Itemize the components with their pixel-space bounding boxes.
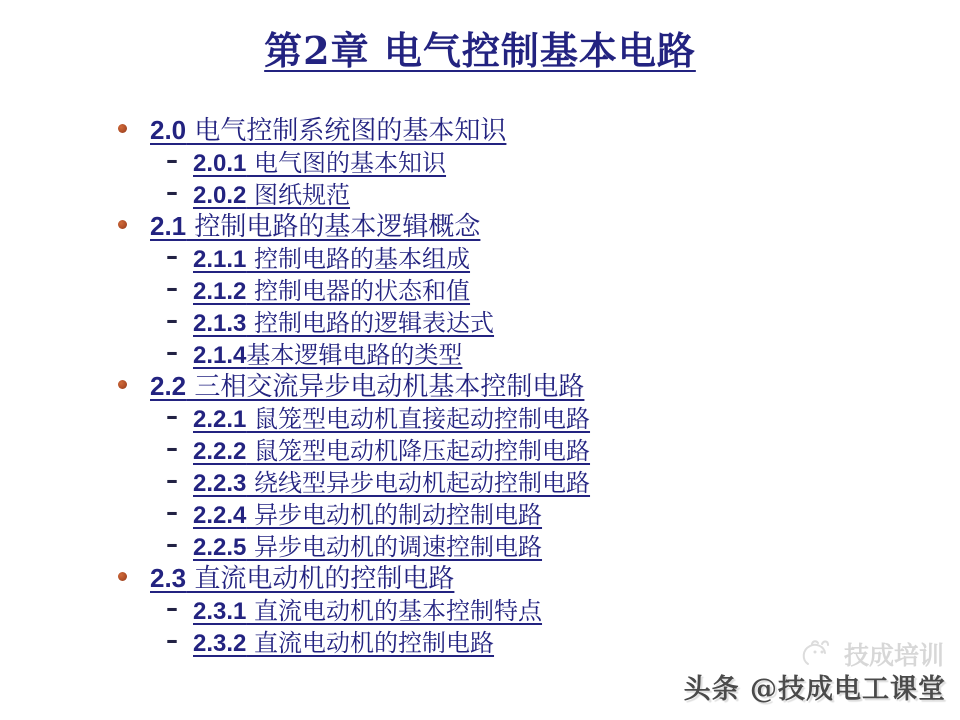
toc-item-text: 鼠笼型电动机降压起动控制电路 — [246, 436, 591, 465]
toc-item — [118, 528, 590, 560]
toc-item — [118, 112, 590, 144]
toc-link[interactable] — [193, 431, 590, 466]
toc-item-number: 2.0.2 — [193, 181, 247, 209]
toc-item-text: 三相交流异步电动机基本控制电路 — [186, 371, 585, 402]
toc-link[interactable] — [150, 206, 480, 243]
toc-link[interactable] — [193, 399, 590, 434]
page-title: 第2章 电气控制基本电路 — [264, 28, 696, 73]
toc-item-text: 图纸规范 — [246, 180, 351, 209]
dash-icon: – — [166, 242, 178, 270]
toc-item-text: 绕线型异步电动机起动控制电路 — [246, 468, 591, 497]
toc-item — [118, 272, 590, 304]
toc-item-number: 2.2.4 — [193, 501, 247, 529]
dash-icon: – — [166, 306, 178, 334]
dash-icon: – — [166, 466, 178, 494]
toc-link[interactable] — [193, 143, 446, 178]
toc-item-number: 2.2.1 — [193, 405, 247, 433]
toc-list — [118, 112, 590, 656]
toc-item-number: 2.0 — [150, 114, 187, 145]
toc-item-text: 直流电动机的控制电路 — [186, 563, 455, 594]
toc-link[interactable] — [193, 335, 462, 370]
dash-icon: – — [166, 146, 178, 174]
toc-item-number: 2.3.1 — [193, 597, 247, 625]
toc-item-number: 2.2.2 — [193, 437, 247, 465]
toc-link[interactable] — [150, 110, 506, 147]
toc-item — [118, 240, 590, 272]
toc-item-text: 异步电动机的调速控制电路 — [246, 532, 543, 561]
toc-item — [118, 592, 590, 624]
toc-link[interactable] — [193, 591, 542, 626]
watermark-toutiao: 头条 @技成电工课堂 — [683, 674, 946, 705]
dash-icon: – — [166, 434, 178, 462]
toc-item — [118, 560, 590, 592]
toc-item-text: 控制电路的基本逻辑概念 — [186, 211, 481, 242]
toc-item-text: 直流电动机的控制电路 — [246, 628, 495, 657]
toc-item-number: 2.0.1 — [193, 149, 247, 177]
toc-item — [118, 336, 590, 368]
toc-item-text: 鼠笼型电动机直接起动控制电路 — [246, 404, 591, 433]
toc-link[interactable] — [193, 527, 542, 562]
dash-icon: – — [166, 178, 178, 206]
toc-item-number: 2.2.3 — [193, 469, 247, 497]
toc-link[interactable] — [193, 463, 590, 498]
toc-item-number: 2.1.4 — [193, 341, 247, 369]
toc-link[interactable] — [193, 175, 350, 210]
toc-link[interactable] — [150, 558, 454, 595]
dash-icon: – — [166, 498, 178, 526]
toc-item-text: 控制电器的状态和值 — [246, 276, 471, 305]
toc-item-text: 控制电路的基本组成 — [246, 244, 471, 273]
toc-item-number: 2.2 — [150, 370, 187, 401]
toc-item — [118, 400, 590, 432]
toc-item-number: 2.3 — [150, 562, 187, 593]
toc-link[interactable] — [193, 303, 494, 338]
toc-item — [118, 496, 590, 528]
toc-link[interactable] — [193, 239, 470, 274]
bullet-icon — [118, 124, 127, 133]
toc-item — [118, 464, 590, 496]
toc-item — [118, 208, 590, 240]
toc-link[interactable] — [193, 623, 494, 658]
bullet-icon — [118, 220, 127, 229]
watermark-brand — [800, 636, 944, 672]
toc-item-number: 2.1.2 — [193, 277, 247, 305]
dash-icon: – — [166, 594, 178, 622]
dash-icon: – — [166, 402, 178, 430]
toc-item-number: 2.1.3 — [193, 309, 247, 337]
toc-item — [118, 624, 590, 656]
toc-item — [118, 176, 590, 208]
dash-icon: – — [166, 274, 178, 302]
watermark-brand-text: 技成培训 — [843, 641, 944, 670]
toc-item — [118, 304, 590, 336]
toc-item-number: 2.1.1 — [193, 245, 247, 273]
toc-item — [118, 432, 590, 464]
toc-item-text: 电气图的基本知识 — [246, 148, 447, 177]
toc-item-number: 2.3.2 — [193, 629, 247, 657]
dash-icon: – — [166, 530, 178, 558]
jicheng-logo-icon — [800, 638, 838, 670]
toc-link[interactable] — [150, 366, 584, 403]
toc-item-text: 直流电动机的基本控制特点 — [246, 596, 543, 625]
toc-item-number: 2.2.5 — [193, 533, 247, 561]
toc-item-number: 2.1 — [150, 210, 187, 241]
toc-item-text: 控制电路的逻辑表达式 — [246, 308, 495, 337]
toc-item-text: 异步电动机的制动控制电路 — [246, 500, 543, 529]
toc-item — [118, 368, 590, 400]
toc-item-text: 基本逻辑电路的类型 — [246, 340, 463, 369]
bullet-icon — [118, 572, 127, 581]
toc-link[interactable] — [193, 271, 470, 306]
bullet-icon — [118, 380, 127, 389]
dash-icon: – — [166, 338, 178, 366]
toc-link[interactable] — [193, 495, 542, 530]
toc-item — [118, 144, 590, 176]
dash-icon: – — [166, 626, 178, 654]
toc-item-text: 电气控制系统图的基本知识 — [186, 115, 507, 146]
